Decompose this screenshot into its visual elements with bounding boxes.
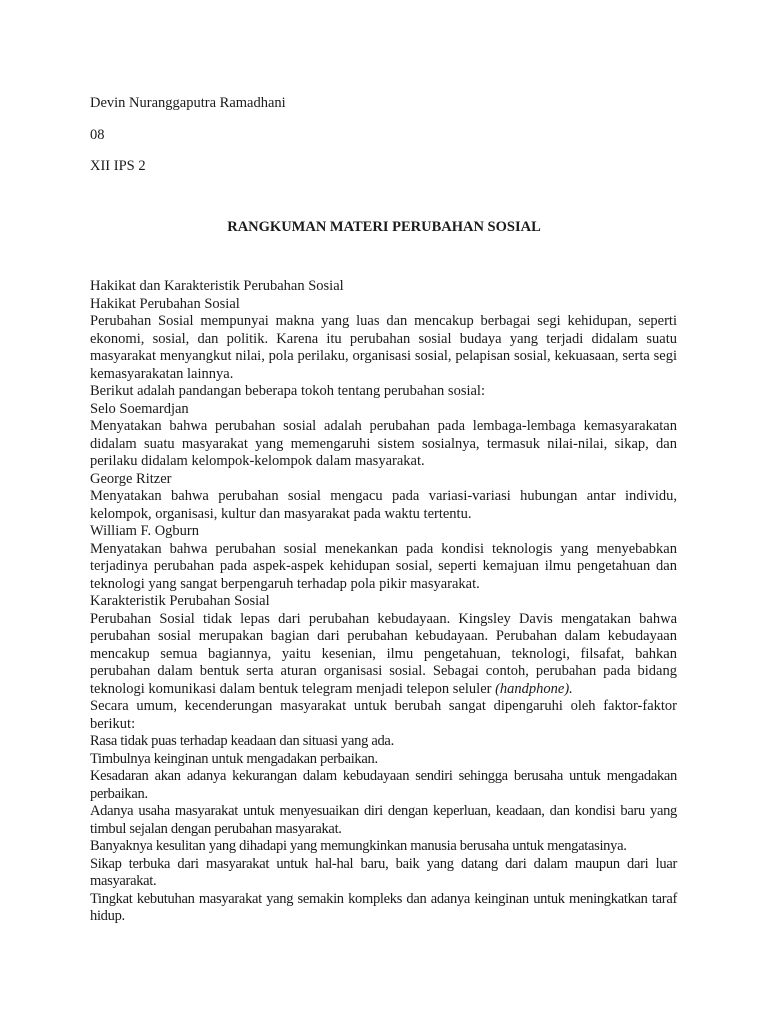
tokoh-name: George Ritzer: [90, 470, 172, 487]
paragraph-karakteristik: [90, 611, 677, 699]
faktor-item: Timbulnya keinginan untuk mengadakan perbaikan.: [90, 750, 378, 767]
document-title: RANGKUMAN MATERI PERUBAHAN SOSIAL: [227, 219, 541, 235]
section-heading-main: Hakikat dan Karakteristik Perubahan Sosial: [90, 278, 344, 294]
paragraph-hakikat: Perubahan Sosial mempunyai makna yang luas dan mencakup berbagai segi kehidupan, seperti ekonomi, sosial, dan politik. Karena itu perubahan sosial budaya yang terjadi didalam suatu masyarakat menyangkut nilai, pola perilaku, organisasi sosial, pelapisan sosial, kekuasaan, serta segi kemasyarakatan lainnya.: [90, 313, 677, 382]
section-heading-karakteristik: Karakteristik Perubahan Sosial: [90, 593, 270, 609]
tokoh-name: Selo Soemardjan: [90, 400, 189, 417]
faktor-item: Rasa tidak puas terhadap keadaan dan situasi yang ada.: [90, 733, 394, 749]
author-name: Devin Nuranggaputra Ramadhani: [90, 95, 286, 111]
faktor-item: Adanya usaha masyarakat untuk menyesuaikan diri dengan keperluan, keadaan, dan kondisi baru yang timbul sejalan dengan perubahan masyarakat.: [90, 803, 677, 837]
paragraph-karakteristik-italic: (handphone).: [495, 680, 573, 697]
faktor-item: Banyaknya kesulitan yang dihadapi yang memungkinkan manusia berusaha untuk mengatasinya.: [90, 838, 627, 854]
paragraph-intro-faktor: Secara umum, kecenderungan masyarakat untuk berubah sangat dipengaruhi oleh faktor-faktor berikut:: [90, 698, 677, 732]
faktor-item: Kesadaran akan adanya kekurangan dalam kebudayaan sendiri sehingga berusaha untuk mengadakan perbaikan.: [90, 768, 677, 802]
paragraph-karakteristik-text: Perubahan Sosial tidak lepas dari perubahan kebudayaan. Kingsley Davis mengatakan bahwa perubahan sosial merupakan bagian dari perubahan kebudayaan. Perubahan dalam kebudayaan mencakup semua bagiannya, yaitu kesenian, ilmu pengetahuan, teknologi, filsafat, bahkan perubahan dalam bentuk serta aturan organisasi sosial. Sebagai contoh, perubahan pada bidang teknologi komunikasi dalam bentuk telegram menjadi telepon seluler: [90, 610, 677, 697]
paragraph-intro-tokoh: Berikut adalah pandangan beberapa tokoh tentang perubahan sosial:: [90, 383, 485, 399]
section-heading-hakikat: Hakikat Perubahan Sosial: [90, 295, 240, 312]
tokoh-name: William F. Ogburn: [90, 523, 200, 539]
tokoh-text: Menyatakan bahwa perubahan sosial adalah perubahan pada lembaga-lembaga kemasyarakatan didalam suatu masyarakat yang memengaruhi sistem sosialnya, termasuk nilai-nilai, sikap, dan perilaku didalam kelompok-kelompok dalam masyarakat.: [90, 418, 677, 469]
author-class: XII IPS 2: [90, 158, 146, 174]
document-body: [90, 278, 677, 926]
faktor-item: Sikap terbuka dari masyarakat untuk hal-hal baru, baik yang datang dari dalam maupun dari luar masyarakat.: [90, 855, 677, 889]
tokoh-text: Menyatakan bahwa perubahan sosial menekankan pada kondisi teknologis yang menyebabkan terjadinya perubahan pada aspek-aspek kehidupan sosial, seperti kemajuan ilmu pengetahuan dan teknologi yang sangat berpengaruh terhadap pola pikir masyarakat.: [90, 540, 677, 592]
faktor-item: Tingkat kebutuhan masyarakat yang semakin kompleks dan adanya keinginan untuk meningkatkan taraf hidup.: [90, 890, 677, 924]
author-number: 08: [90, 127, 105, 143]
tokoh-text: Menyatakan bahwa perubahan sosial mengacu pada variasi-variasi hubungan antar individu, kelompok, organisasi, kultur dan masyarakat pada waktu tertentu.: [90, 488, 677, 522]
